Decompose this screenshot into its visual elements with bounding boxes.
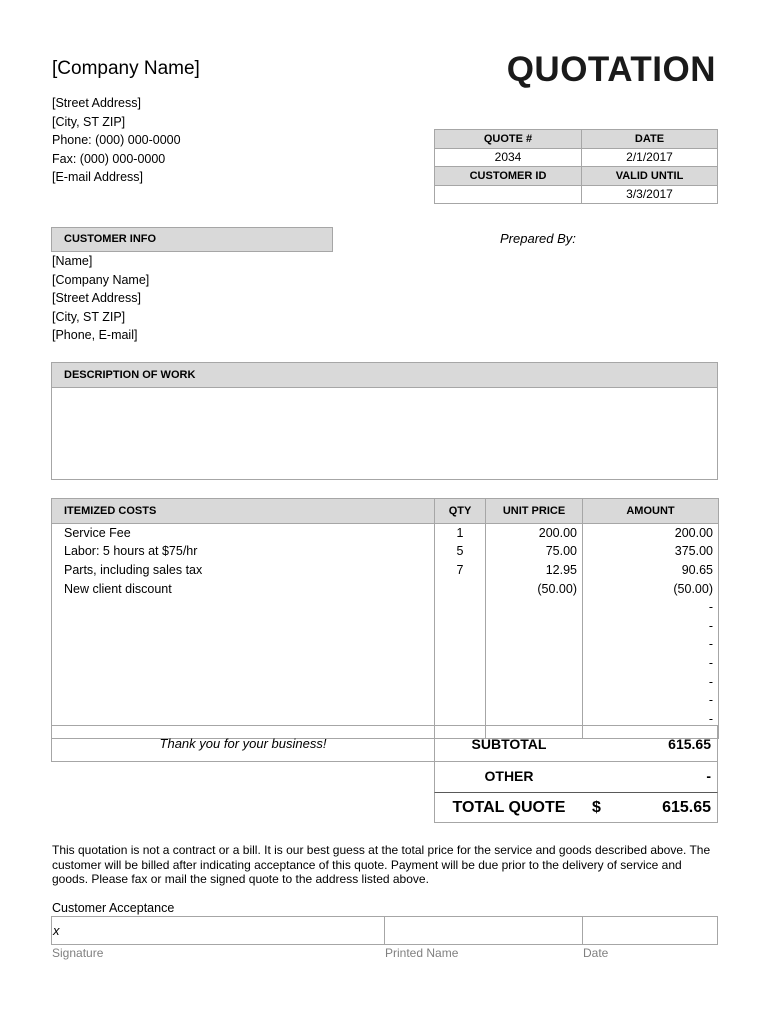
company-address (52, 94, 181, 187)
table-row (52, 691, 719, 710)
item-qty (435, 635, 486, 654)
item-unit-price (486, 616, 583, 635)
item-qty (435, 579, 486, 598)
item-amount: 375.00 (583, 542, 719, 561)
item-amount: - (583, 654, 719, 673)
table-row (52, 524, 719, 543)
table-row (52, 654, 719, 673)
col-header-unit-price: UNIT PRICE (486, 499, 583, 524)
table-row (52, 598, 719, 617)
item-unit-price: 200.00 (486, 524, 583, 543)
total-quote-value: 615.65 (662, 799, 711, 816)
item-amount: - (583, 616, 719, 635)
date-caption: Date (583, 946, 609, 960)
item-amount: 90.65 (583, 561, 719, 580)
table-row (52, 561, 719, 580)
item-qty (435, 672, 486, 691)
item-description: New client discount (52, 579, 435, 598)
item-amount: 200.00 (583, 524, 719, 543)
item-unit-price: (50.00) (486, 579, 583, 598)
customer-street: [Street Address] (52, 291, 141, 305)
item-qty: 1 (435, 524, 486, 543)
signature-caption: Signature (52, 946, 104, 960)
prepared-by-label: Prepared By: (500, 231, 576, 246)
customer-id-label: CUSTOMER ID (435, 167, 582, 186)
table-row (52, 616, 719, 635)
item-qty (435, 691, 486, 710)
item-description (52, 635, 435, 654)
item-description (52, 616, 435, 635)
customer-company: [Company Name] (52, 272, 150, 287)
printed-name-field[interactable] (385, 917, 583, 944)
item-amount: - (583, 598, 719, 617)
item-description: Labor: 5 hours at $75/hr (52, 542, 435, 561)
item-amount: - (583, 709, 719, 728)
item-unit-price: 12.95 (486, 561, 583, 580)
col-header-itemized-costs: ITEMIZED COSTS (52, 499, 435, 524)
other-label: OTHER (484, 768, 534, 784)
item-unit-price (486, 672, 583, 691)
customer-id-value[interactable] (435, 185, 582, 204)
quote-number-label: QUOTE # (435, 130, 582, 149)
address-line: [Street Address] (52, 96, 141, 110)
col-header-amount: AMOUNT (583, 499, 719, 524)
item-description: Parts, including sales tax (52, 561, 435, 580)
document-title: QUOTATION (506, 50, 716, 89)
fax-line: Fax: (000) 000-0000 (52, 151, 166, 166)
item-qty (435, 654, 486, 673)
description-body[interactable] (52, 388, 717, 480)
item-description (52, 691, 435, 710)
table-row (52, 635, 719, 654)
item-description (52, 654, 435, 673)
currency-symbol: $ (592, 799, 601, 816)
item-unit-price (486, 691, 583, 710)
col-header-qty: QTY (435, 499, 486, 524)
subtotal-label: SUBTOTAL (471, 736, 547, 752)
email-line: [E-mail Address] (52, 170, 144, 184)
item-description: Service Fee (52, 524, 435, 543)
item-qty (435, 598, 486, 617)
valid-until-value[interactable]: 3/3/2017 (582, 185, 718, 204)
description-of-work-box (51, 362, 718, 480)
item-description (52, 598, 435, 617)
date-value[interactable]: 2/1/2017 (582, 148, 718, 167)
total-quote-row (434, 792, 718, 823)
quote-number-value[interactable]: 2034 (435, 148, 582, 167)
signature-field[interactable]: x (52, 917, 385, 944)
item-qty: 7 (435, 561, 486, 580)
customer-contact: [Phone, E-mail] (52, 328, 138, 342)
item-unit-price (486, 654, 583, 673)
table-row (52, 672, 719, 691)
item-qty (435, 616, 486, 635)
item-unit-price: 75.00 (486, 542, 583, 561)
item-amount: - (583, 672, 719, 691)
item-qty: 5 (435, 542, 486, 561)
subtotal-value: 615.65 (668, 736, 711, 752)
phone-line: Phone: (000) 000-0000 (52, 133, 181, 147)
disclaimer-text: This quotation is not a contract or a bill. It is our best guess at the total price for the service and goods described above. The customer will be billed after indicating acceptance of this quote. Payment will be due prior to the delivery of service and goods. Please fax or mail the signed quote to the address listed above. (52, 843, 711, 886)
item-amount: - (583, 635, 719, 654)
customer-city: [City, ST ZIP] (52, 309, 126, 324)
item-amount: - (583, 691, 719, 710)
company-name: [Company Name] (52, 58, 200, 79)
acceptance-fields (51, 916, 718, 945)
valid-until-label: VALID UNTIL (582, 167, 718, 186)
total-quote-label: TOTAL QUOTE (452, 799, 566, 816)
customer-info-block (52, 252, 149, 345)
customer-info-heading: CUSTOMER INFO (51, 227, 333, 252)
table-row (52, 542, 719, 561)
item-unit-price (486, 635, 583, 654)
thank-you-message: Thank you for your business! (51, 725, 435, 762)
description-heading: DESCRIPTION OF WORK (52, 363, 717, 388)
other-value[interactable]: - (706, 768, 711, 784)
other-row (434, 762, 718, 792)
item-description (52, 672, 435, 691)
customer-name: [Name] (52, 254, 93, 268)
table-row (52, 579, 719, 598)
itemized-costs-table (51, 498, 719, 739)
quote-info-table (434, 129, 718, 204)
item-unit-price (486, 598, 583, 617)
item-amount: (50.00) (583, 579, 719, 598)
printed-name-caption: Printed Name (385, 946, 459, 960)
address-line: [City, ST ZIP] (52, 114, 126, 129)
acceptance-date-field[interactable] (583, 917, 717, 944)
subtotal-row (434, 725, 718, 762)
customer-acceptance-label: Customer Acceptance (52, 901, 175, 915)
date-label: DATE (582, 130, 718, 149)
